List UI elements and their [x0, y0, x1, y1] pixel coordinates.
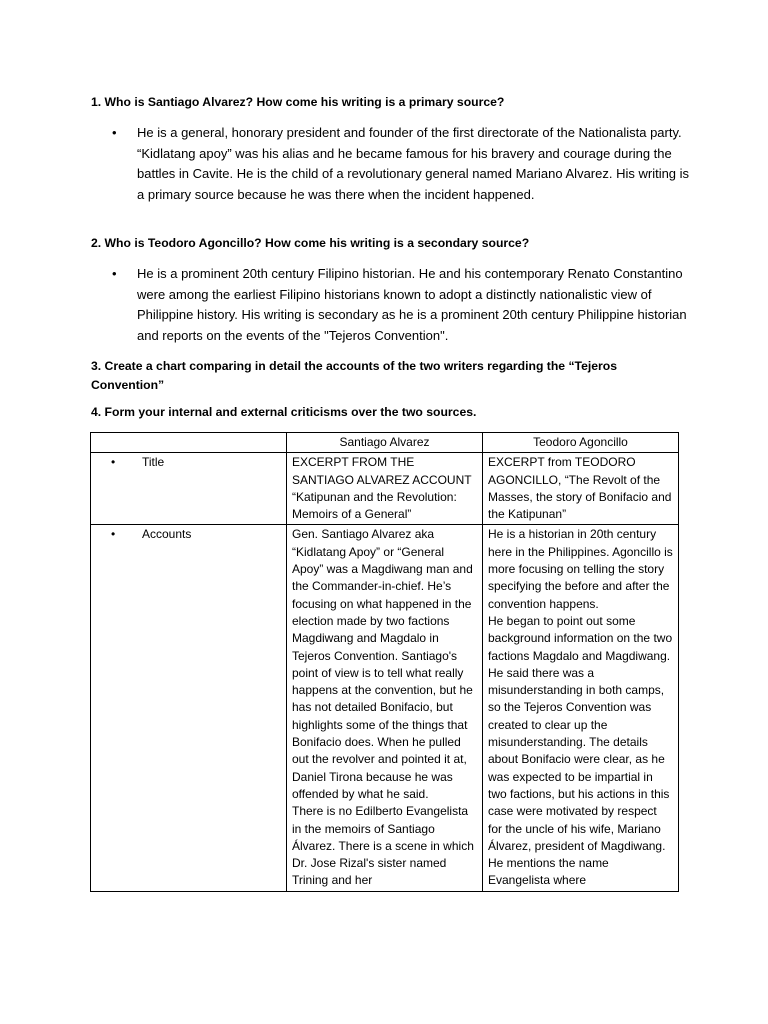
- bullet-icon: •: [112, 125, 117, 140]
- table-row: [91, 525, 679, 891]
- answer-2-text: He is a prominent 20th century Filipino historian. He and his contemporary Renato Constantino were among the earliest Filipino historians known to adopt a distinctly nationalistic view of Philippine history. His writing is secondary as he is a prominent 20th century Philippine historian and reports on the events of the "Tejeros Convention".: [137, 266, 687, 343]
- question-3: 3. Create a chart comparing in detail the accounts of the two writers regarding the “Tejeros Convention”: [91, 359, 617, 392]
- table-row: [91, 453, 679, 525]
- question-2: 2. Who is Teodoro Agoncillo? How come his writing is a secondary source?: [91, 236, 530, 250]
- bullet-icon: •: [111, 455, 116, 470]
- alvarez-accounts-cell: [287, 525, 483, 891]
- bullet-icon: •: [111, 527, 116, 542]
- alvarez-title: EXCERPT FROM THE SANTIAGO ALVAREZ ACCOUNT “Katipunan and the Revolution: Memoirs of a General”: [292, 455, 472, 522]
- row-label: Title: [142, 455, 165, 470]
- alvarez-accounts: Gen. Santiago Alvarez aka “Kidlatang Apoy” or “General Apoy” was a Magdiwang man and the Commander-in-chief. He’s focusing on what happened in the election made by two factions Magdiwang and Magdalo in Tejeros Convention. Santiago's point of view is to tell what really happens at the convention, but he has not detailed Bonifacio, but highlights some of the things that Bonifacio does. When he pulled out the revolver and pointed it at, Daniel Tirona because he was offended by what he said. There is no Edilberto Evangelista in the memoirs of Santiago Álvarez. There is a scene in which Dr. Jose Rizal's sister named Trining and her: [292, 527, 474, 888]
- header-teodoro-agoncillo: Teodoro Agoncillo: [483, 433, 679, 453]
- row-label-cell: [91, 525, 287, 891]
- agoncillo-accounts: He is a historian in 20th century here in the Philippines. Agoncillo is more focusing on telling the story specifying the before and after the convention happens. He began to point out some background information on the two factions Magdalo and Magdiwang. He said there was a misunderstanding in both camps, so the Tejeros Convention was created to clear up the misunderstanding. The details about Bonifacio were clear, as he was expected to be impartial in two factions, but his actions in this case were motivated by respect for the uncle of his wife, Mariano Álvarez, president of Magdiwang. He mentions the name Evangelista where: [488, 527, 673, 888]
- question-1: 1. Who is Santiago Alvarez? How come his writing is a primary source?: [91, 95, 505, 109]
- answer-2: [112, 264, 692, 346]
- header-santiago-alvarez: Santiago Alvarez: [287, 433, 483, 453]
- row-label: Accounts: [142, 527, 192, 542]
- comparison-table: [90, 432, 679, 892]
- answer-1: [112, 123, 692, 205]
- agoncillo-accounts-cell: [483, 525, 679, 891]
- question-4: 4. Form your internal and external criticisms over the two sources.: [91, 405, 477, 419]
- alvarez-title-cell: [287, 453, 483, 525]
- table-header-row: [91, 433, 679, 453]
- agoncillo-title: EXCERPT from TEODORO AGONCILLO, “The Revolt of the Masses, the story of Bonifacio and the Katipunan”: [488, 455, 672, 522]
- bullet-icon: •: [112, 266, 117, 281]
- header-empty: [91, 433, 287, 453]
- agoncillo-title-cell: [483, 453, 679, 525]
- answer-1-text: He is a general, honorary president and founder of the first directorate of the Nationalista party. “Kidlatang apoy” was his alias and he became famous for his bravery and courage during the battles in Cavite. He is the child of a revolutionary general named Mariano Alvarez. His writing is a primary source because he was there when the incident happened.: [137, 125, 690, 202]
- row-label-cell: [91, 453, 287, 525]
